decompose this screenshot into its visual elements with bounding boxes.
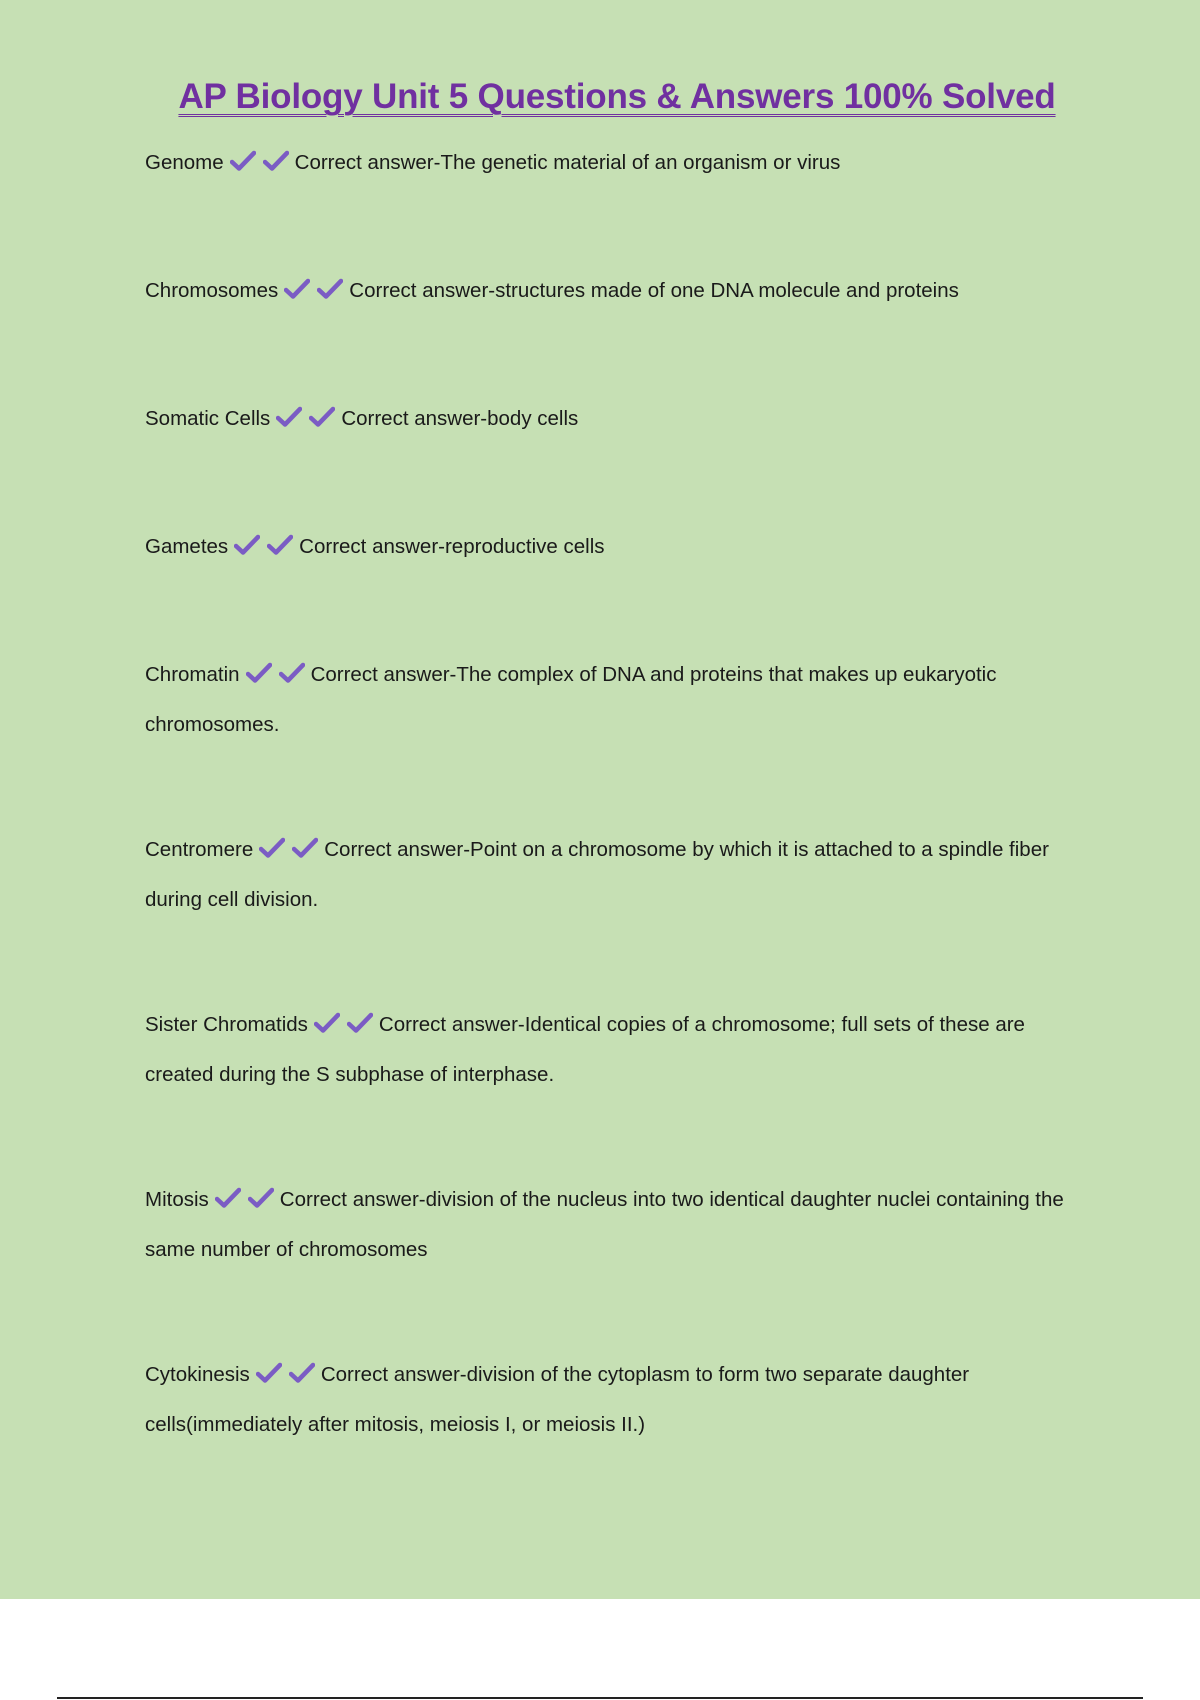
entry-term: Chromosomes: [145, 279, 279, 302]
check-mark-icon: [289, 1362, 315, 1384]
entry-term: Centromere: [145, 838, 254, 861]
entry-term: Chromatin: [145, 663, 240, 686]
entry-answer: Correct answer-division of the nucleus into two identical daughter nuclei containing the same number of chromosomes: [145, 1188, 1064, 1261]
qa-entry-mitosis: [145, 1176, 1095, 1273]
qa-entry-somatic-cells: [145, 395, 1095, 445]
check-mark-icon: [309, 406, 335, 428]
entry-answer: Correct answer-Point on a chromosome by which it is attached to a spindle fiber during cell division.: [145, 838, 1049, 911]
qa-list: [145, 139, 1095, 1526]
check-mark-icon: [292, 837, 318, 859]
entry-answer: Correct answer-body cells: [341, 407, 579, 430]
entry-term: Somatic Cells: [145, 407, 271, 430]
check-mark-icon: [246, 662, 272, 684]
check-marks: [314, 1004, 377, 1051]
check-mark-icon: [234, 534, 260, 556]
check-marks: [234, 526, 297, 573]
check-marks: [230, 142, 293, 189]
check-mark-icon: [279, 662, 305, 684]
entry-term: Gametes: [145, 535, 229, 558]
entry-answer: Correct answer-The complex of DNA and proteins that makes up eukaryotic chromosomes.: [145, 663, 997, 736]
entry-answer: Correct answer-The genetic material of an organism or virus: [294, 151, 841, 174]
check-mark-icon: [317, 278, 343, 300]
check-marks: [256, 1354, 319, 1401]
check-mark-icon: [314, 1012, 340, 1034]
check-mark-icon: [259, 837, 285, 859]
entry-term: Genome: [145, 151, 224, 174]
check-mark-icon: [284, 278, 310, 300]
check-marks: [259, 829, 322, 876]
check-marks: [284, 270, 347, 317]
entry-answer: Correct answer-division of the cytoplasm to form two separate daughter cells(immediately after mitosis, meiosis I, or meiosis II.): [145, 1363, 970, 1436]
check-marks: [246, 654, 309, 701]
check-mark-icon: [263, 150, 289, 172]
check-mark-icon: [215, 1187, 241, 1209]
qa-entry-genome: [145, 139, 1095, 189]
check-mark-icon: [276, 406, 302, 428]
entry-term: Cytokinesis: [145, 1363, 250, 1386]
document-title: AP Biology Unit 5 Questions & Answers 100% Solved: [178, 77, 1056, 116]
entry-term: Sister Chromatids: [145, 1013, 308, 1036]
entry-answer: Correct answer-structures made of one DNA molecule and proteins: [349, 279, 959, 302]
entry-term: Mitosis: [145, 1188, 209, 1211]
qa-entry-centromere: [145, 826, 1095, 923]
qa-entry-gametes: [145, 523, 1095, 573]
check-marks: [215, 1179, 278, 1226]
check-mark-icon: [248, 1187, 274, 1209]
entry-answer: Correct answer-Identical copies of a chromosome; full sets of these are created during the S subphase of interphase.: [145, 1013, 1025, 1086]
qa-entry-cytokinesis: [145, 1351, 1095, 1448]
check-marks: [276, 398, 339, 445]
qa-entry-sister-chromatids: [145, 1001, 1095, 1098]
qa-entry-chromosomes: [145, 267, 1095, 317]
check-mark-icon: [256, 1362, 282, 1384]
check-mark-icon: [267, 534, 293, 556]
qa-entry-chromatin: [145, 651, 1095, 748]
check-mark-icon: [230, 150, 256, 172]
check-mark-icon: [347, 1012, 373, 1034]
footer-divider: [57, 1697, 1143, 1699]
entry-answer: Correct answer-reproductive cells: [299, 535, 605, 558]
